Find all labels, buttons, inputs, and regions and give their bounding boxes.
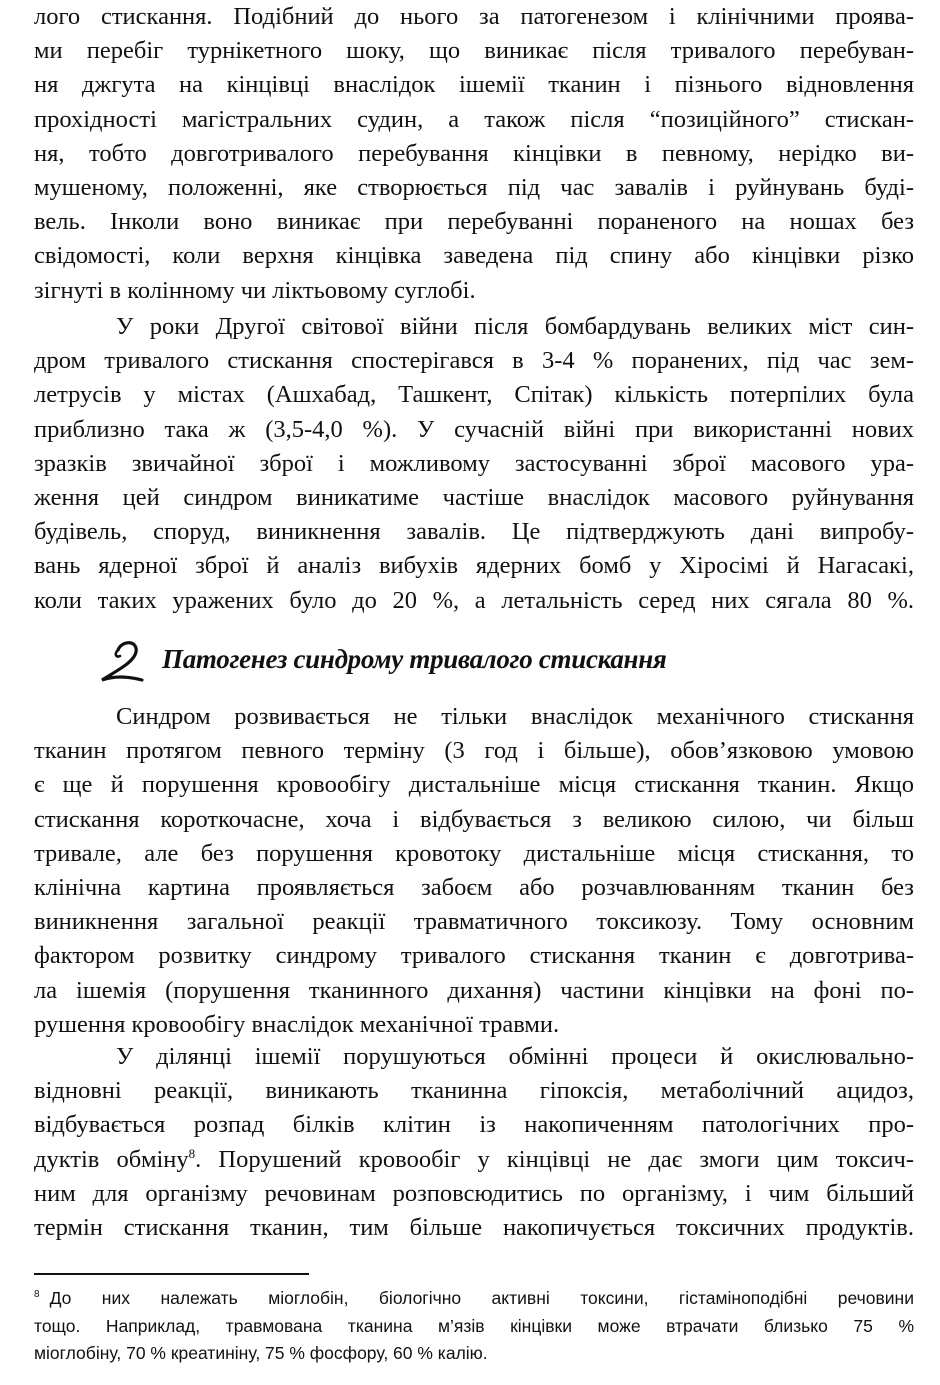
- text-line: тривале, але без порушення кровотоку дистальніше місця стискання, то: [34, 839, 914, 867]
- text-line: летрусів у містах (Ашхабад, Ташкент, Спітак) кількість потерпілих була: [34, 381, 914, 409]
- text-line: термін стискання тканин, тим більше накопичується токсичних продуктів.: [34, 1214, 914, 1242]
- text-line: лого стискання. Подібний до нього за патогенезом і клінічними проява-: [34, 3, 914, 30]
- footnote-line: міоглобіну, 70 % креатиніну, 75 % фосфору, 60 % калію.: [34, 1343, 488, 1363]
- text-line: коли таких уражених було до 20 %, а летальність серед них сягала 80 %.: [34, 586, 914, 614]
- paragraph-1: [34, 0, 914, 308]
- paragraph-2: [34, 310, 914, 618]
- text-line: ження цей синдром виникатиме частіше внаслідок масового руйнування: [34, 484, 914, 512]
- text-fragment: До них належать міоглобін, біологічно активні токсини, гістаміноподібні речовини: [49, 1288, 914, 1308]
- text-line: прохідності магістральних судин, а також після “позиційного” стискан-: [34, 105, 914, 133]
- text-line: [34, 1143, 914, 1177]
- section-title: Патогенез синдрому тривалого стискання: [162, 644, 667, 674]
- text-line: вань ядерної зброї й аналіз вибухів ядерних бомб у Хіросімі й Нагасакі,: [34, 552, 914, 580]
- text-fragment: . Порушений кровообіг у кінцівці не дає змоги цим токсич-: [195, 1145, 915, 1173]
- footnote-line: тощо. Наприклад, травмована тканина м’язів кінцівки може втрачати близько 75 %: [34, 1315, 914, 1336]
- footnote-marker: 8: [34, 1289, 40, 1301]
- svg-text:2: 2: [88, 636, 89, 637]
- footnote-ref[interactable]: 8: [188, 1145, 196, 1161]
- text-line: клінічна картина проявляється забоєм або розчавлюванням тканин без: [34, 874, 914, 902]
- footnote: [34, 1285, 914, 1368]
- text-fragment: дуктів обміну: [34, 1145, 189, 1173]
- text-line: дром тривалого стискання спостерігався в 3-4 % поранених, під час зем-: [34, 347, 914, 375]
- text-line: рушення кровообігу внаслідок механічної травми.: [34, 1010, 560, 1038]
- text-line: Синдром розвивається не тільки внаслідок механічного стискання: [116, 703, 914, 730]
- footnote-separator: [34, 1273, 309, 1275]
- text-line: свідомості, коли верхня кінцівка заведена під спину або кінцівки різко: [34, 242, 914, 270]
- text-line: ми перебіг турнікетного шоку, що виникає після тривалого перебуван-: [34, 37, 914, 65]
- text-line: ла ішемія (порушення тканинного дихання) частини кінцівки на фоні по-: [34, 976, 914, 1004]
- paragraph-4: [34, 1040, 914, 1245]
- text-line: відновні реакції, виникають тканинна гіпоксія, метаболічний ацидоз,: [34, 1077, 914, 1105]
- section-heading: [34, 636, 914, 688]
- text-line: фактором розвитку синдрому тривалого стискання тканин є довготрива-: [34, 942, 914, 970]
- text-line: стискання короткочасне, хоча і відбувається з великою силою, чи більш: [34, 805, 914, 833]
- section-number-glyph: [88, 636, 158, 686]
- text-line: тканин протягом певного терміну (3 год і більше), обов’язковою умовою: [34, 737, 914, 765]
- text-line: зігнуті в колінному чи ліктьовому суглобі.: [34, 276, 476, 304]
- text-line: є ще й порушення кровообігу дистальніше місця стискання тканин. Якщо: [34, 771, 914, 799]
- text-line: ня, тобто довготривалого перебування кінцівки в певному, нерідко ви-: [34, 139, 914, 167]
- paragraph-3: [34, 700, 914, 1042]
- text-line: будівель, споруд, виникнення завалів. Це підтверджують дані випробу-: [34, 518, 914, 546]
- footnote-line: [34, 1285, 914, 1313]
- text-line: зразків звичайної зброї і можливому застосуванні зброї масового ура-: [34, 449, 914, 477]
- text-line: виникнення загальної реакції травматичного токсикозу. Тому основним: [34, 908, 914, 936]
- text-line: мушеному, положенні, яке створюється під час завалів і руйнувань буді-: [34, 174, 914, 202]
- text-line: ня джгута на кінцівці внаслідок ішемії тканин і пізнього відновлення: [34, 71, 914, 99]
- text-line: У ділянці ішемії порушуються обмінні процеси й окислювально-: [116, 1043, 914, 1070]
- document-page: [34, 0, 914, 1385]
- text-line: приблизно така ж (3,5-4,0 %). У сучасній війні при використанні нових: [34, 415, 914, 443]
- text-line: У роки Другої світової війни після бомбардувань великих міст син-: [116, 313, 914, 340]
- text-line: ним для організму речовинам розповсюдитись по організму, і чим більший: [34, 1179, 914, 1207]
- text-line: вель. Інколи воно виникає при перебуванні пораненого на ношах без: [34, 208, 914, 236]
- text-line: відбувається розпад білків клітин із накопиченням патологічних про-: [34, 1111, 914, 1139]
